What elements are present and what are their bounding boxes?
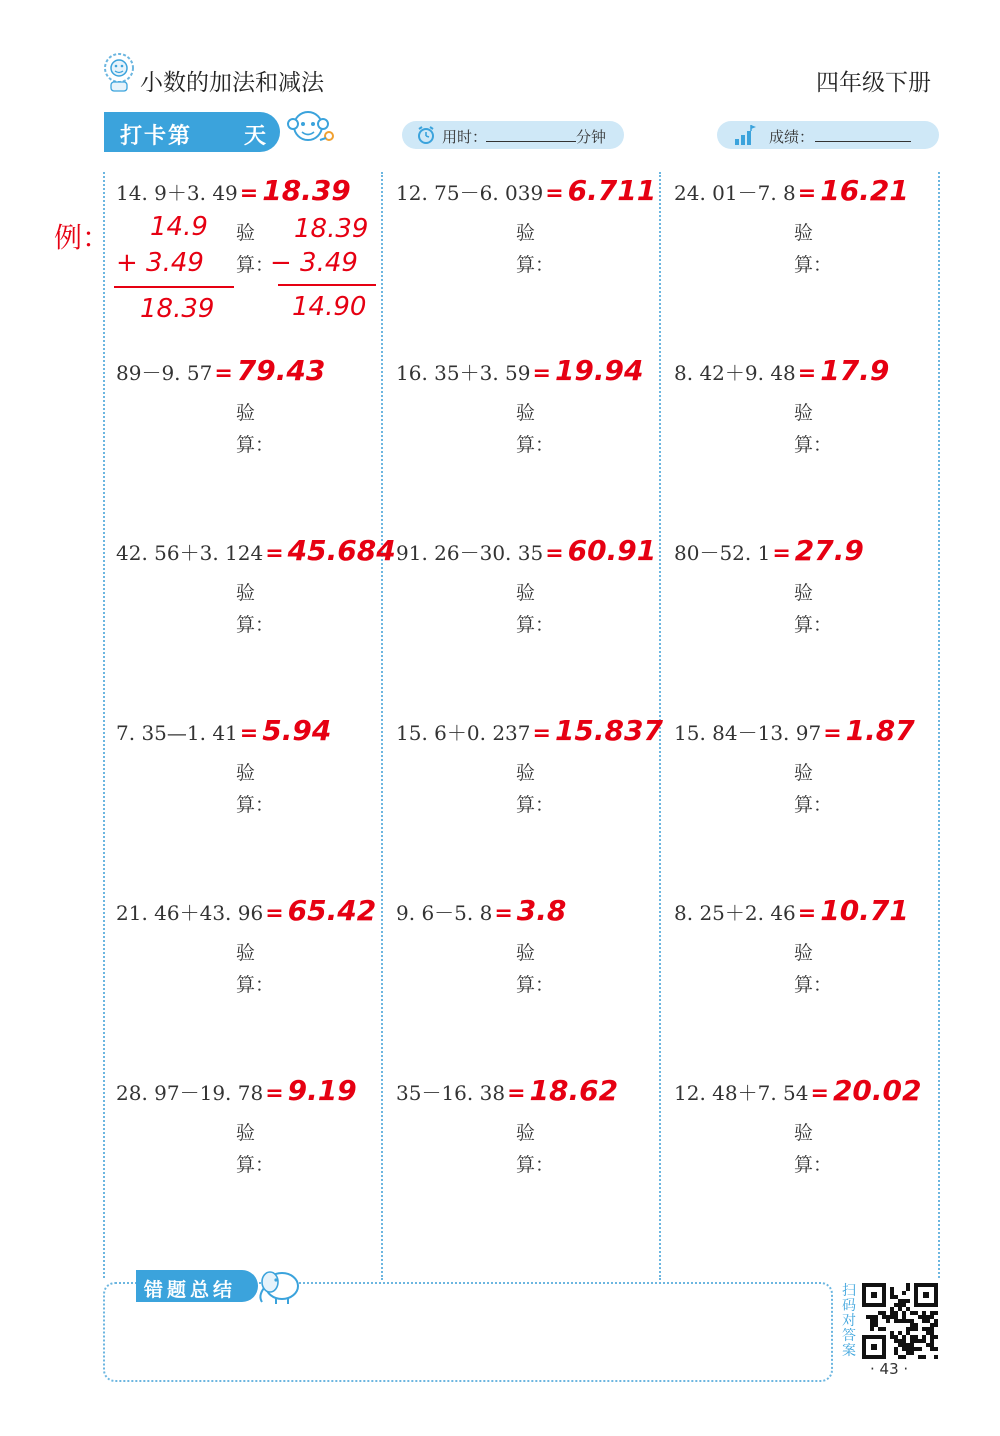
problem-expression: 21. 46＋43. 96 bbox=[116, 901, 264, 925]
mistakes-banner bbox=[136, 1270, 258, 1302]
example-calc-rule bbox=[278, 284, 376, 286]
handwritten-answer[interactable]: 3.8 bbox=[516, 894, 567, 927]
page-number: · 43 · bbox=[870, 1360, 909, 1378]
check-label-suan: 算： bbox=[516, 1154, 555, 1176]
handwritten-answer[interactable]: 16.21 bbox=[820, 174, 909, 207]
handwritten-answer[interactable]: 79.43 bbox=[236, 354, 326, 387]
handwritten-answer[interactable]: 19.94 bbox=[554, 354, 644, 387]
handwritten-answer[interactable]: 18.39 bbox=[262, 174, 351, 207]
check-label-suan: 算： bbox=[236, 254, 275, 276]
handwritten-answer[interactable]: 9.19 bbox=[287, 1074, 357, 1107]
check-label-suan: 算： bbox=[794, 794, 833, 816]
score-field[interactable] bbox=[717, 121, 939, 149]
check-label-yan: 验 bbox=[236, 942, 256, 964]
example-calc-rule bbox=[114, 286, 234, 288]
equals-sign: = bbox=[797, 181, 817, 206]
example-calc-line: − 3.49 bbox=[270, 248, 358, 278]
check-label-suan: 算： bbox=[236, 974, 275, 996]
handwritten-answer[interactable]: 10.71 bbox=[820, 894, 909, 927]
check-label-yan: 验 bbox=[794, 222, 814, 244]
problem-expression: 24. 01－7. 8 bbox=[674, 181, 796, 205]
qr-code-icon[interactable] bbox=[862, 1283, 938, 1363]
check-label-yan: 验 bbox=[794, 402, 814, 424]
handwritten-answer[interactable]: 6.711 bbox=[567, 174, 657, 207]
grade-label: 四年级下册 bbox=[816, 70, 931, 96]
equals-sign: = bbox=[239, 721, 259, 746]
check-label-yan: 验 bbox=[794, 582, 814, 604]
time-blank-line bbox=[486, 141, 576, 142]
time-unit: 分钟 bbox=[576, 128, 607, 146]
problem-expression: 12. 48＋7. 54 bbox=[674, 1081, 809, 1105]
check-label-yan: 验 bbox=[516, 402, 536, 424]
elephant-mascot-icon bbox=[254, 1264, 304, 1310]
problem-expression: 35－16. 38 bbox=[396, 1081, 506, 1105]
equals-sign: = bbox=[797, 361, 817, 386]
check-label-yan: 验 bbox=[516, 762, 536, 784]
checkin-suffix: 天 bbox=[244, 124, 267, 149]
check-label-suan: 算： bbox=[516, 794, 555, 816]
check-label-suan: 算： bbox=[794, 1154, 833, 1176]
example-calc-line: 18.39 bbox=[294, 214, 369, 244]
example-calc-line: 14.90 bbox=[292, 292, 367, 322]
problem-expression: 12. 75－6. 039 bbox=[396, 181, 544, 205]
handwritten-answer[interactable]: 1.87 bbox=[845, 714, 915, 747]
score-label: 成绩： bbox=[769, 128, 815, 146]
check-label-suan: 算： bbox=[236, 614, 275, 636]
check-label-yan: 验 bbox=[516, 582, 536, 604]
check-label-suan: 算： bbox=[516, 434, 555, 456]
problem-expression: 15. 6＋0. 237 bbox=[396, 721, 531, 745]
check-label-yan: 验 bbox=[794, 1122, 814, 1144]
example-marker: 例： bbox=[54, 221, 111, 254]
equals-sign: = bbox=[772, 541, 791, 566]
handwritten-answer[interactable]: 65.42 bbox=[287, 894, 377, 927]
equals-sign: = bbox=[507, 1081, 526, 1106]
problem-expression: 9. 6－5. 8 bbox=[396, 901, 493, 925]
problem-expression: 8. 25＋2. 46 bbox=[674, 901, 796, 925]
check-label-suan: 算： bbox=[794, 974, 833, 996]
equals-sign: = bbox=[494, 901, 513, 926]
problem-expression: 8. 42＋9. 48 bbox=[674, 361, 796, 385]
checkin-prefix: 打卡第 bbox=[120, 124, 193, 149]
handwritten-answer[interactable]: 17.9 bbox=[820, 354, 890, 387]
check-label-yan: 验 bbox=[516, 942, 536, 964]
handwritten-answer[interactable]: 45.684 bbox=[287, 534, 396, 567]
qr-caption: 扫码对答案 bbox=[842, 1283, 856, 1359]
mistakes-title: 错题总结 bbox=[144, 1279, 237, 1301]
check-label-suan: 算： bbox=[236, 794, 275, 816]
handwritten-answer[interactable]: 5.94 bbox=[262, 714, 332, 747]
check-label-suan: 算： bbox=[516, 254, 555, 276]
lion-mascot-icon bbox=[102, 52, 136, 96]
equals-sign: = bbox=[265, 541, 284, 566]
check-label-yan: 验 bbox=[236, 762, 256, 784]
time-label: 用时： bbox=[442, 128, 488, 146]
check-label-yan: 验 bbox=[236, 582, 256, 604]
problem-expression: 16. 35＋3. 59 bbox=[396, 361, 531, 385]
problem-expression: 15. 84－13. 97 bbox=[674, 721, 822, 745]
example-calc-line: 18.39 bbox=[140, 294, 215, 324]
monkey-mascot-icon bbox=[284, 104, 336, 158]
equals-sign: = bbox=[532, 361, 551, 386]
check-label-suan: 算： bbox=[236, 1154, 275, 1176]
example-calc-line: + 3.49 bbox=[116, 248, 204, 278]
equals-sign: = bbox=[214, 361, 233, 386]
check-label-yan: 验 bbox=[236, 402, 256, 424]
check-label-yan: 验 bbox=[516, 222, 536, 244]
checkin-day-banner bbox=[104, 112, 280, 152]
check-label-yan: 验 bbox=[236, 222, 256, 244]
problem-expression: 14. 9＋3. 49 bbox=[116, 181, 238, 205]
example-calc-line: 14.9 bbox=[150, 212, 208, 242]
equals-sign: = bbox=[265, 1081, 284, 1106]
check-label-suan: 算： bbox=[516, 614, 555, 636]
handwritten-answer[interactable]: 20.02 bbox=[832, 1074, 922, 1107]
handwritten-answer[interactable]: 27.9 bbox=[794, 534, 864, 567]
equals-sign: = bbox=[823, 721, 842, 746]
check-label-suan: 算： bbox=[794, 614, 833, 636]
problem-expression: 91. 26－30. 35 bbox=[396, 541, 544, 565]
equals-sign: = bbox=[532, 721, 551, 746]
equals-sign: = bbox=[810, 1081, 829, 1106]
alarm-clock-icon bbox=[416, 125, 436, 149]
handwritten-answer[interactable]: 60.91 bbox=[567, 534, 657, 567]
problem-expression: 42. 56＋3. 124 bbox=[116, 541, 264, 565]
equals-sign: = bbox=[797, 901, 817, 926]
problem-expression: 7. 35—1. 41 bbox=[116, 721, 238, 745]
bar-chart-flag-icon bbox=[733, 123, 757, 151]
check-label-suan: 算： bbox=[794, 434, 833, 456]
problem-expression: 80－52. 1 bbox=[674, 541, 771, 565]
check-label-yan: 验 bbox=[516, 1122, 536, 1144]
problem-expression: 28. 97－19. 78 bbox=[116, 1081, 264, 1105]
check-label-yan: 验 bbox=[794, 762, 814, 784]
check-label-suan: 算： bbox=[516, 974, 555, 996]
equals-sign: = bbox=[265, 901, 284, 926]
time-field[interactable] bbox=[402, 121, 624, 149]
score-blank-line bbox=[815, 141, 911, 142]
equals-sign: = bbox=[545, 181, 564, 206]
check-label-suan: 算： bbox=[236, 434, 275, 456]
handwritten-answer[interactable]: 15.837 bbox=[554, 714, 664, 747]
check-label-suan: 算： bbox=[794, 254, 833, 276]
column-divider-1 bbox=[381, 172, 383, 1280]
check-label-yan: 验 bbox=[794, 942, 814, 964]
check-label-yan: 验 bbox=[236, 1122, 256, 1144]
handwritten-answer[interactable]: 18.62 bbox=[529, 1074, 619, 1107]
page-title: 小数的加法和减法 bbox=[140, 70, 324, 96]
equals-sign: = bbox=[239, 181, 259, 206]
equals-sign: = bbox=[545, 541, 564, 566]
problem-expression: 89－9. 57 bbox=[116, 361, 213, 385]
